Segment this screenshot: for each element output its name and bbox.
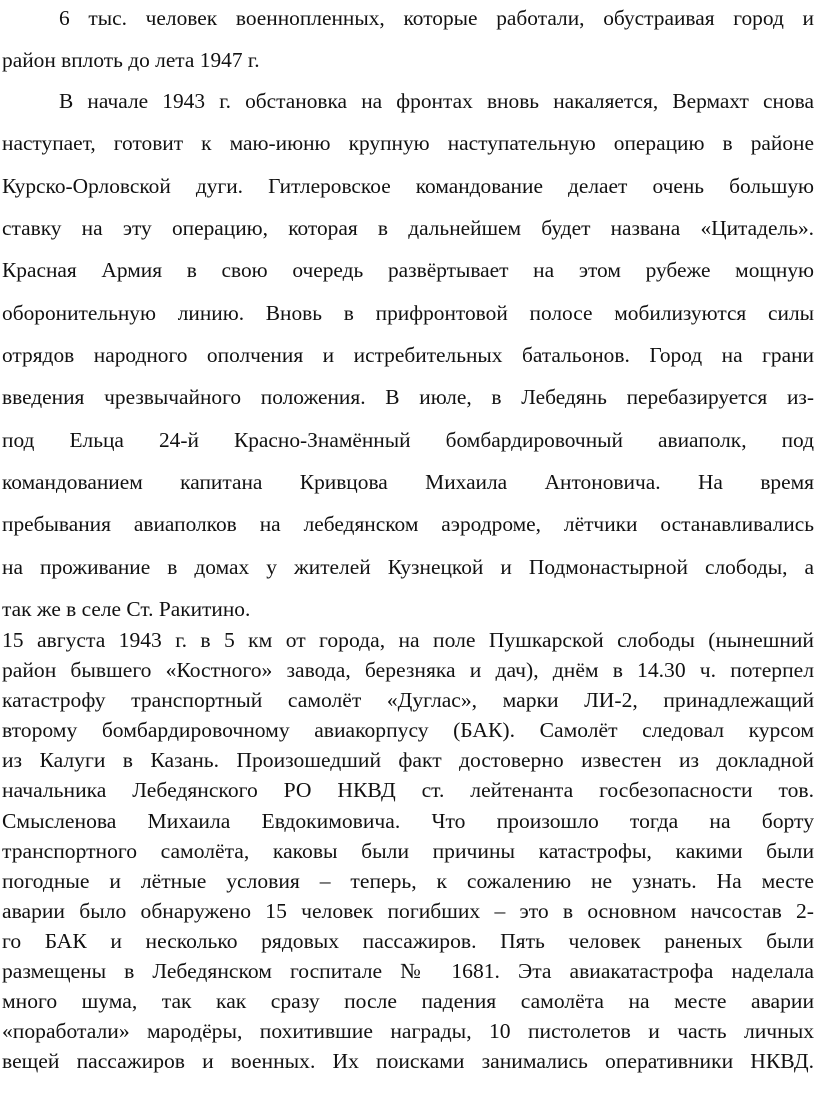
- paragraph-line: 15 августа 1943 г. в 5 км от города, на поле Пушкарской слободы (нынешний: [2, 628, 814, 652]
- paragraph-line: Смысленова Михаила Евдокимовича. Что произошло тогда на борту: [2, 808, 814, 833]
- paragraph-line: район вплоть до лета 1947 г.: [2, 48, 260, 73]
- paragraph-line: транспортного самолёта, каковы были причины катастрофы, какими были: [2, 838, 814, 863]
- paragraph-line: вещей пассажиров и военных. Их поисками занимались оперативники НКВД.: [2, 1049, 814, 1074]
- paragraph-2: [2, 80, 814, 630]
- paragraph-line: из Калуги в Казань. Произошедший факт достоверно известен из докладной: [2, 748, 814, 773]
- paragraph-line: на проживание в домах у жителей Кузнецкой и Подмонастырной слободы, а: [2, 554, 814, 579]
- paragraph-line: ставку на эту операцию, которая в дальнейшем будет названа «Цитадель».: [2, 216, 814, 241]
- paragraph-line: оборонительную линию. Вновь в прифронтовой полосе мобилизуются силы: [2, 300, 814, 325]
- paragraph-line: «поработали» мародёры, похитившие награды, 10 пистолетов и часть личных: [2, 1019, 814, 1044]
- paragraph-line: пребывания авиаполков на лебедянском аэродроме, лётчики останавливались: [2, 512, 814, 537]
- paragraph-line: погодные и лётные условия – теперь, к сожалению не узнать. На месте: [2, 868, 814, 893]
- paragraph-line: Красная Армия в свою очередь развёртывает на этом рубеже мощную: [2, 258, 814, 283]
- paragraph-line: Курско-Орловской дуги. Гитлеровское командование делает очень большую: [2, 173, 814, 198]
- paragraph-3: [2, 625, 814, 1076]
- paragraph-line: катастрофу транспортный самолёт «Дуглас», марки ЛИ-2, принадлежащий: [2, 688, 814, 713]
- paragraph-line: район бывшего «Костного» завода, березняка и дач), днём в 14.30 ч. потерпел: [2, 658, 814, 683]
- paragraph-1: [2, 0, 814, 82]
- paragraph-line: второму бомбардировочному авиакорпусу (БАК). Самолёт следовал курсом: [2, 718, 814, 743]
- paragraph-line: командованием капитана Кривцова Михаила Антоновича. На время: [2, 470, 814, 495]
- paragraph-line: много шума, так как сразу после падения самолёта на месте аварии: [2, 989, 814, 1014]
- paragraph-line: наступает, готовит к маю-июню крупную наступательную операцию в районе: [2, 131, 814, 156]
- paragraph-line: отрядов народного ополчения и истребительных батальонов. Город на грани: [2, 343, 814, 368]
- paragraph-line: начальника Лебедянского РО НКВД ст. лейтенанта госбезопасности тов.: [2, 778, 814, 803]
- paragraph-line: размещены в Лебедянском госпитале № 1681. Эта авиакатастрофа наделала: [2, 959, 814, 984]
- paragraph-line: аварии было обнаружено 15 человек погибших – это в основном начсостав 2-: [2, 898, 814, 923]
- paragraph-line: 6 тыс. человек военнопленных, которые работали, обустраивая город и: [59, 6, 814, 30]
- paragraph-line: под Ельца 24-й Красно-Знамённый бомбардировочный авиаполк, под: [2, 427, 814, 452]
- paragraph-line: введения чрезвычайного положения. В июле, в Лебедянь перебазируется из-: [2, 385, 814, 410]
- paragraph-line: го БАК и несколько рядовых пассажиров. Пять человек раненых были: [2, 928, 814, 953]
- paragraph-line: так же в селе Ст. Ракитино.: [2, 597, 251, 622]
- paragraph-line: В начале 1943 г. обстановка на фронтах вновь накаляется, Вермахт снова: [59, 89, 814, 113]
